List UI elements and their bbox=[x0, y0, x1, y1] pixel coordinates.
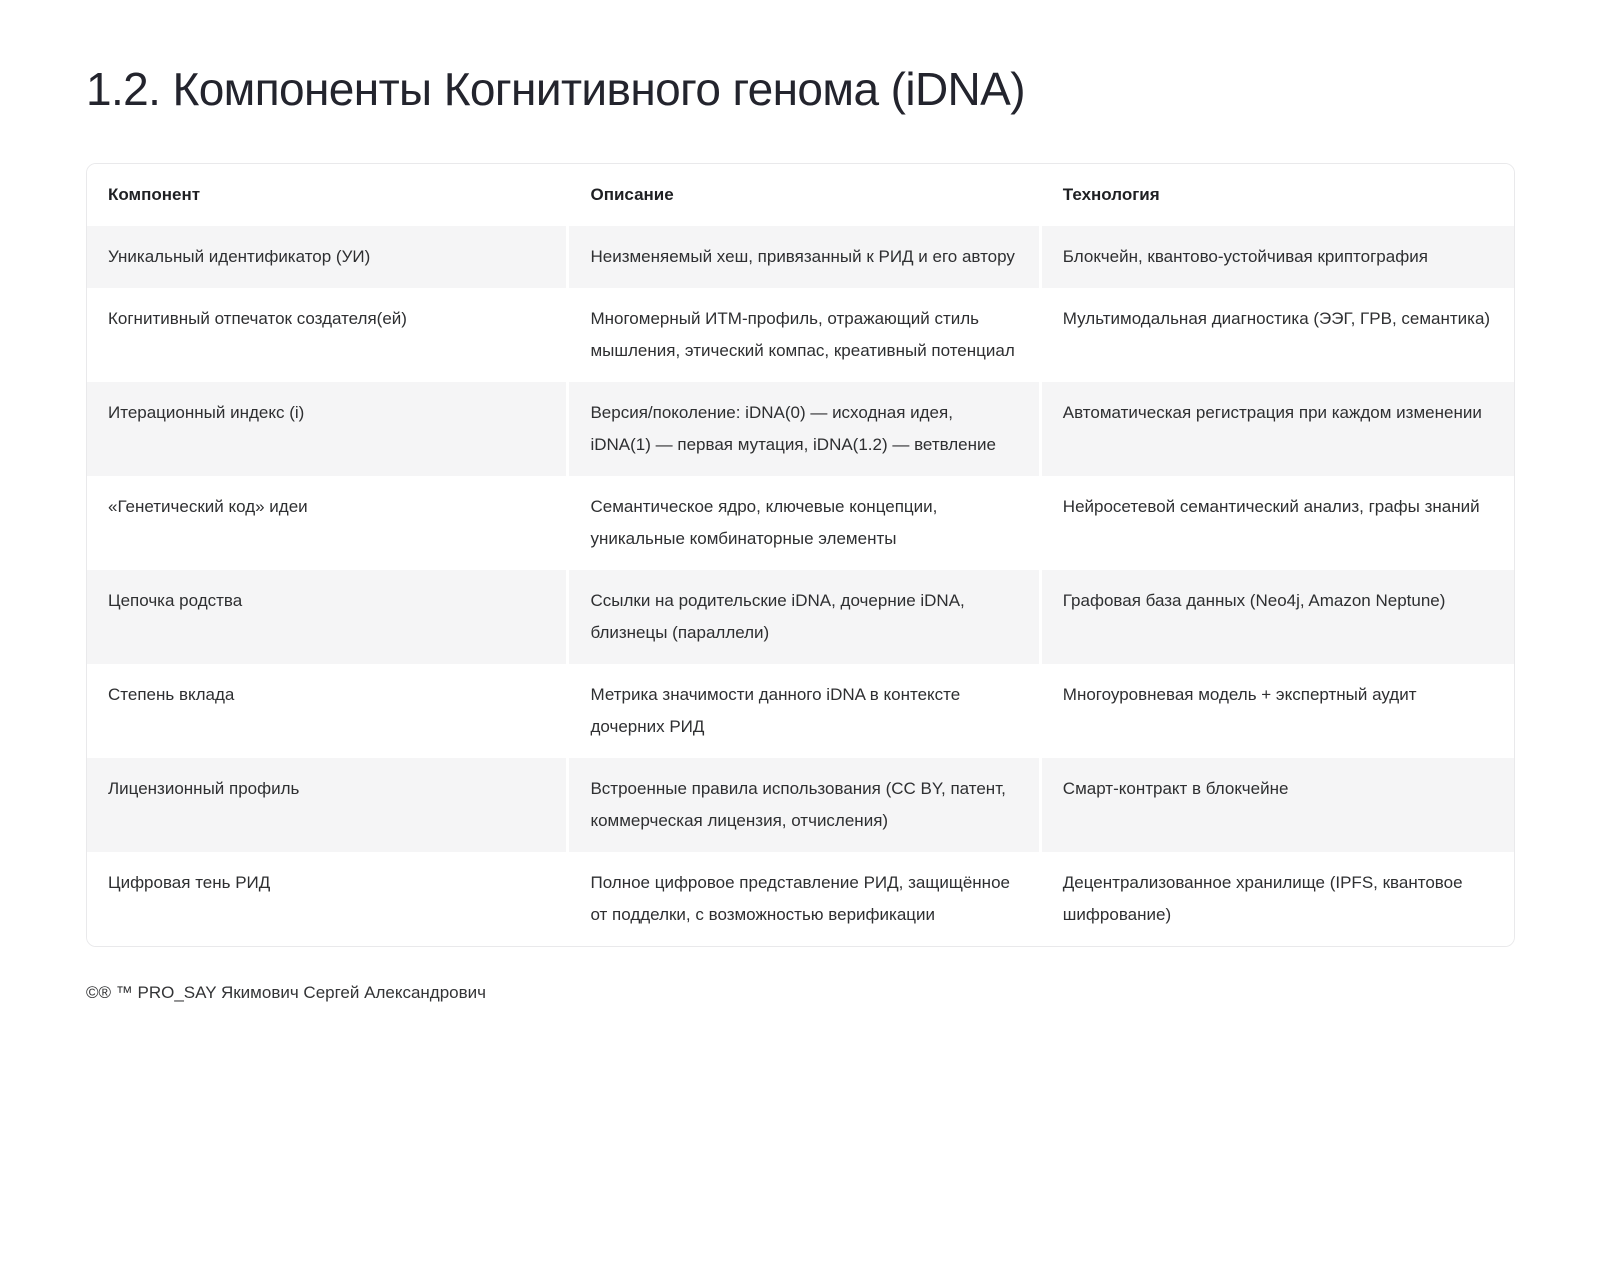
copyright-footer: ©® ™ PRO_SAY Якимович Сергей Александрович bbox=[86, 983, 487, 1002]
cell-technology: Многоуровневая модель + экспертный аудит bbox=[1039, 664, 1514, 758]
column-header-description: Описание bbox=[566, 164, 1038, 226]
cell-component: «Генетический код» идеи bbox=[87, 476, 566, 570]
cell-technology: Нейросетевой семантический анализ, графы знаний bbox=[1039, 476, 1514, 570]
cell-component: Итерационный индекс (i) bbox=[87, 382, 566, 476]
table-row bbox=[87, 382, 1514, 476]
cell-description: Версия/поколение: iDNA(0) — исходная идея, iDNA(1) — первая мутация, iDNA(1.2) — ветвление bbox=[566, 382, 1038, 476]
cell-technology: Блокчейн, квантово-устойчивая криптография bbox=[1039, 226, 1514, 288]
cell-technology: Смарт-контракт в блокчейне bbox=[1039, 758, 1514, 852]
cell-description: Неизменяемый хеш, привязанный к РИД и его автору bbox=[566, 226, 1038, 288]
cell-technology: Мультимодальная диагностика (ЭЭГ, ГРВ, семантика) bbox=[1039, 288, 1514, 382]
cell-component: Степень вклада bbox=[87, 664, 566, 758]
cell-technology: Автоматическая регистрация при каждом изменении bbox=[1039, 382, 1514, 476]
cell-description: Семантическое ядро, ключевые концепции, уникальные комбинаторные элементы bbox=[566, 476, 1038, 570]
table-row bbox=[87, 852, 1514, 946]
components-table bbox=[87, 164, 1514, 946]
table-row bbox=[87, 288, 1514, 382]
cell-technology: Децентрализованное хранилище (IPFS, квантовое шифрование) bbox=[1039, 852, 1514, 946]
column-header-technology: Технология bbox=[1039, 164, 1514, 226]
table-row bbox=[87, 758, 1514, 852]
cell-component: Цифровая тень РИД bbox=[87, 852, 566, 946]
cell-description: Многомерный ИТМ-профиль, отражающий стиль мышления, этический компас, креативный потенциал bbox=[566, 288, 1038, 382]
components-table-card bbox=[86, 163, 1515, 947]
table-header-row bbox=[87, 164, 1514, 226]
cell-description: Полное цифровое представление РИД, защищённое от подделки, с возможностью верификации bbox=[566, 852, 1038, 946]
cell-component: Когнитивный отпечаток создателя(ей) bbox=[87, 288, 566, 382]
cell-description: Ссылки на родительские iDNA, дочерние iDNA, близнецы (параллели) bbox=[566, 570, 1038, 664]
cell-description: Встроенные правила использования (CC BY, патент, коммерческая лицензия, отчисления) bbox=[566, 758, 1038, 852]
cell-technology: Графовая база данных (Neo4j, Amazon Neptune) bbox=[1039, 570, 1514, 664]
cell-description: Метрика значимости данного iDNA в контексте дочерних РИД bbox=[566, 664, 1038, 758]
table-row bbox=[87, 664, 1514, 758]
cell-component: Уникальный идентификатор (УИ) bbox=[87, 226, 566, 288]
column-header-component: Компонент bbox=[87, 164, 566, 226]
cell-component: Лицензионный профиль bbox=[87, 758, 566, 852]
page-title: 1.2. Компоненты Когнитивного генома (iDNA) bbox=[86, 63, 1025, 115]
table-row bbox=[87, 476, 1514, 570]
cell-component: Цепочка родства bbox=[87, 570, 566, 664]
table-row bbox=[87, 226, 1514, 288]
table-row bbox=[87, 570, 1514, 664]
